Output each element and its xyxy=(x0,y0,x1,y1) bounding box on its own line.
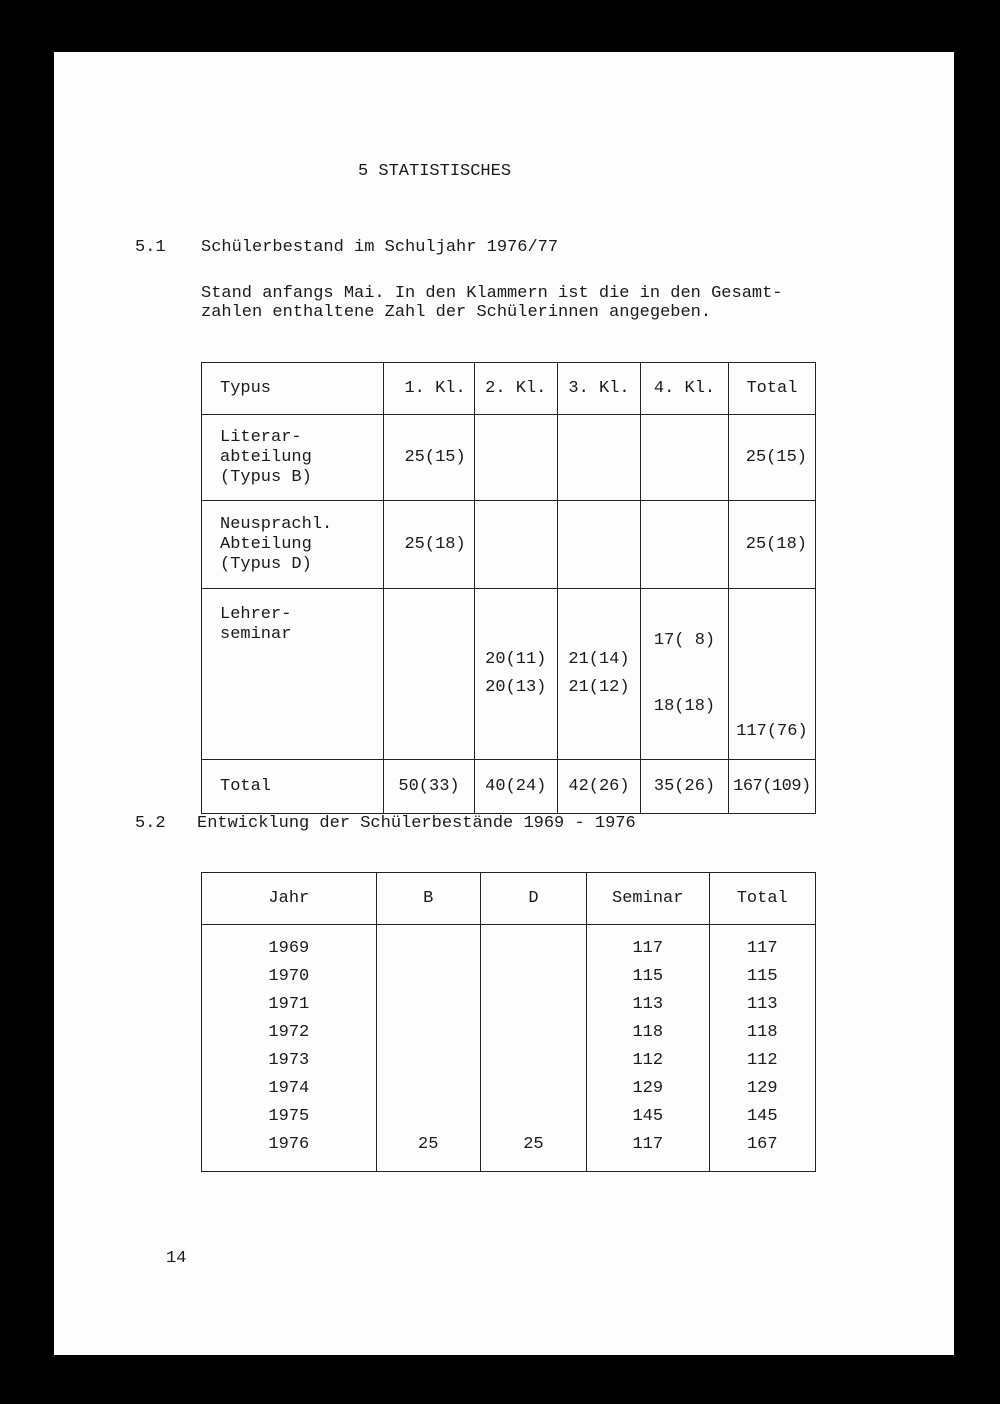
row-label xyxy=(202,589,384,760)
table-cell xyxy=(384,589,474,760)
list-item: 113 xyxy=(746,995,778,1014)
list-item: 1975 xyxy=(268,1107,310,1126)
list-item xyxy=(377,935,480,963)
table-cell: 50(33) xyxy=(384,760,474,814)
student-development-table xyxy=(201,872,816,1172)
header-cell: B xyxy=(376,873,480,925)
row-label-line: (Typus B) xyxy=(220,467,312,487)
header-cell: Typus xyxy=(202,363,384,415)
header-cell: Jahr xyxy=(202,873,377,925)
table-cell: 25(15) xyxy=(728,415,815,501)
seminar-column xyxy=(587,925,710,1172)
section-5-1-title: Schülerbestand im Schuljahr 1976/77 xyxy=(201,238,559,257)
header-cell: Seminar xyxy=(587,873,710,925)
header-cell: 4. Kl. xyxy=(641,363,729,415)
row-label xyxy=(202,415,384,501)
cell-value: 20(11) xyxy=(485,650,547,669)
section-5-2-title: Entwicklung der Schülerbestände 1969 - 1976 xyxy=(197,814,636,833)
list-item xyxy=(377,1103,480,1131)
table-header-row xyxy=(202,873,816,925)
table-body-row xyxy=(202,925,816,1172)
list-item: 117 xyxy=(746,939,778,958)
header-cell: 1. Kl. xyxy=(384,363,474,415)
table-cell: 35(26) xyxy=(641,760,729,814)
list-item: 1972 xyxy=(268,1023,310,1042)
list-item xyxy=(481,1019,586,1047)
list-item: 145 xyxy=(746,1107,778,1126)
table-cell xyxy=(641,415,729,501)
list-item xyxy=(481,991,586,1019)
table-total-row xyxy=(202,760,816,814)
list-item xyxy=(377,963,480,991)
list-item xyxy=(481,963,586,991)
chapter-heading: 5 STATISTISCHES xyxy=(358,162,512,181)
section-5-1-number: 5.1 xyxy=(135,238,166,257)
row-label-line: (Typus D) xyxy=(220,554,312,574)
table-cell xyxy=(557,589,640,760)
list-item: 112 xyxy=(746,1051,778,1070)
list-item: 25 xyxy=(418,1135,439,1154)
list-item xyxy=(377,1075,480,1103)
year-column xyxy=(202,925,377,1172)
list-item: 115 xyxy=(746,967,778,986)
list-item: 118 xyxy=(632,1023,664,1042)
row-label: Total xyxy=(202,760,384,814)
row-label-line: Literar- xyxy=(220,427,302,447)
table-row xyxy=(202,589,816,760)
document-page xyxy=(54,52,954,1355)
intro-paragraph xyxy=(201,284,783,322)
table-cell xyxy=(474,415,557,501)
cell-value: 20(13) xyxy=(485,678,547,697)
cell-value: 18(18) xyxy=(653,697,716,716)
d-column xyxy=(480,925,586,1172)
table-row xyxy=(202,501,816,589)
header-cell: 2. Kl. xyxy=(474,363,557,415)
row-label-line: seminar xyxy=(220,625,292,644)
total-column xyxy=(709,925,816,1172)
header-cell: 3. Kl. xyxy=(557,363,640,415)
list-item: 145 xyxy=(632,1107,664,1126)
list-item xyxy=(377,1047,480,1075)
list-item xyxy=(481,1103,586,1131)
row-label-line: abteilung xyxy=(220,447,312,467)
header-cell: Total xyxy=(709,873,816,925)
list-item: 1973 xyxy=(268,1051,310,1070)
list-item: 1969 xyxy=(268,939,310,958)
table-cell xyxy=(557,415,640,501)
table-cell xyxy=(641,589,729,760)
list-item xyxy=(481,935,586,963)
table-cell xyxy=(474,501,557,589)
list-item: 1971 xyxy=(268,995,310,1014)
table-cell: 25(15) xyxy=(384,415,474,501)
list-item xyxy=(377,1019,480,1047)
b-column xyxy=(376,925,480,1172)
list-item: 1976 xyxy=(268,1135,310,1154)
list-item: 1974 xyxy=(268,1079,310,1098)
table-cell xyxy=(641,501,729,589)
list-item: 129 xyxy=(632,1079,664,1098)
list-item: 1970 xyxy=(268,967,310,986)
row-label-line: Lehrer- xyxy=(220,605,292,624)
list-item xyxy=(481,1047,586,1075)
list-item: 129 xyxy=(746,1079,778,1098)
header-cell: D xyxy=(480,873,586,925)
list-item xyxy=(481,1075,586,1103)
table-cell: 25(18) xyxy=(384,501,474,589)
list-item: 117 xyxy=(632,939,664,958)
cell-value: 17( 8) xyxy=(653,631,716,650)
row-label-line: Abteilung xyxy=(220,534,312,554)
list-item: 113 xyxy=(632,995,664,1014)
paragraph-line: zahlen enthaltene Zahl der Schülerinnen angegeben. xyxy=(201,303,712,322)
row-label xyxy=(202,501,384,589)
list-item: 117 xyxy=(632,1135,664,1154)
list-item: 118 xyxy=(746,1023,778,1042)
list-item xyxy=(377,991,480,1019)
table-cell: 40(24) xyxy=(474,760,557,814)
paragraph-line: Stand anfangs Mai. In den Klammern ist die in den Gesamt- xyxy=(201,284,783,303)
table-cell xyxy=(474,589,557,760)
header-cell: Total xyxy=(728,363,815,415)
list-item: 112 xyxy=(632,1051,664,1070)
student-count-table xyxy=(201,362,816,814)
table-header-row xyxy=(202,363,816,415)
section-5-2-number: 5.2 xyxy=(135,814,166,833)
table-cell xyxy=(557,501,640,589)
list-item: 25 xyxy=(523,1135,544,1154)
cell-value: 21(14) xyxy=(568,650,630,669)
cell-value: 21(12) xyxy=(568,678,630,697)
table-cell: 42(26) xyxy=(557,760,640,814)
list-item: 115 xyxy=(632,967,664,986)
list-item: 167 xyxy=(746,1135,778,1154)
row-label-line: Neusprachl. xyxy=(220,514,333,534)
page-number: 14 xyxy=(166,1249,187,1268)
table-cell: 167(109) xyxy=(728,760,815,814)
table-cell: 117(76) xyxy=(728,589,815,760)
table-row xyxy=(202,415,816,501)
table-cell: 25(18) xyxy=(728,501,815,589)
